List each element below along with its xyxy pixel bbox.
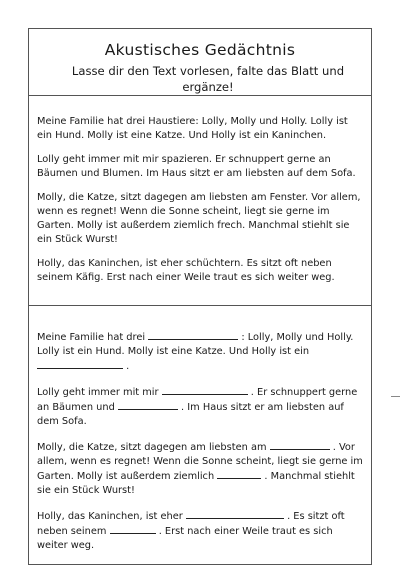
blank-field[interactable] xyxy=(162,385,248,395)
blank-field[interactable] xyxy=(186,509,284,519)
story-paragraph-4: Holly, das Kaninchen, ist eher schüchtern. Es sitzt oft neben seinem Käfig. Erst nach einer Weile traut es sich weiter weg. xyxy=(37,258,335,283)
cloze-text: Molly, die Katze, sitzt dagegen am liebsten am xyxy=(37,442,267,453)
cloze-text: . Manchmal stiehlt sie ein Stück Wurst! xyxy=(37,471,355,496)
blank-field[interactable] xyxy=(217,469,261,479)
cloze-paragraph-4 xyxy=(37,509,363,553)
cloze-text: . Vor allem, wenn es regnet! Wenn die Sonne scheint, liegt sie gerne im Garten. Molly ist außerdem ziemlich xyxy=(37,442,363,482)
instruction-text: Lasse dir den Text vorlesen, falte das Blatt und ergänze! xyxy=(71,64,345,94)
cloze-text: . Im Haus sitzt er am liebsten auf dem Sofa. xyxy=(37,402,344,427)
cloze-text: Meine Familie hat drei xyxy=(37,332,146,343)
cloze-paragraph-3 xyxy=(37,440,363,498)
blank-field[interactable] xyxy=(148,330,238,340)
cloze-text: . Erst nach einer Weile traut es sich weiter weg. xyxy=(37,526,333,551)
cloze-text: . Es sitzt oft neben seinem xyxy=(37,511,345,537)
fold-mark xyxy=(391,396,400,397)
blank-field[interactable] xyxy=(270,440,330,450)
story-paragraph-3: Molly, die Katze, sitzt dagegen am liebsten am Fenster. Vor allem, wenn es regnet! Wenn die Sonne scheint, liegt sie gerne im Garten. Molly ist außerdem ziemlich frech. Manchmal stiehlt sie ein Stück Wurst! xyxy=(37,192,361,245)
page-title: Akustisches Gedächtnis xyxy=(104,41,296,59)
story-paragraph-2: Lolly geht immer mit mir spazieren. Er schnuppert gerne an Bäumen und Blumen. Im Haus sitzt er am liebsten auf dem Sofa. xyxy=(37,154,356,179)
cloze-text: Holly, das Kaninchen, ist eher xyxy=(37,511,183,522)
cloze-section xyxy=(29,306,371,553)
cloze-text: : Lolly, Molly und Holly. Lolly ist ein Hund. Molly ist eine Katze. Und Holly ist ein xyxy=(37,332,354,357)
worksheet-header xyxy=(29,29,371,96)
blank-field[interactable] xyxy=(110,524,156,534)
cloze-text: . Er schnuppert gerne an Bäumen und xyxy=(37,387,358,413)
worksheet xyxy=(28,28,372,565)
blank-field[interactable] xyxy=(118,400,178,410)
cloze-text: . xyxy=(126,361,130,372)
cloze-paragraph-2 xyxy=(37,385,363,429)
story-paragraph-1: Meine Familie hat drei Haustiere: Lolly, Molly und Holly. Lolly ist ein Hund. Molly ist eine Katze. Und Holly ist ein Kaninchen. xyxy=(37,116,348,141)
cloze-paragraph-1 xyxy=(37,330,363,374)
cloze-text: Lolly geht immer mit mir xyxy=(37,387,159,398)
blank-field[interactable] xyxy=(37,359,123,369)
story-section xyxy=(29,96,371,306)
